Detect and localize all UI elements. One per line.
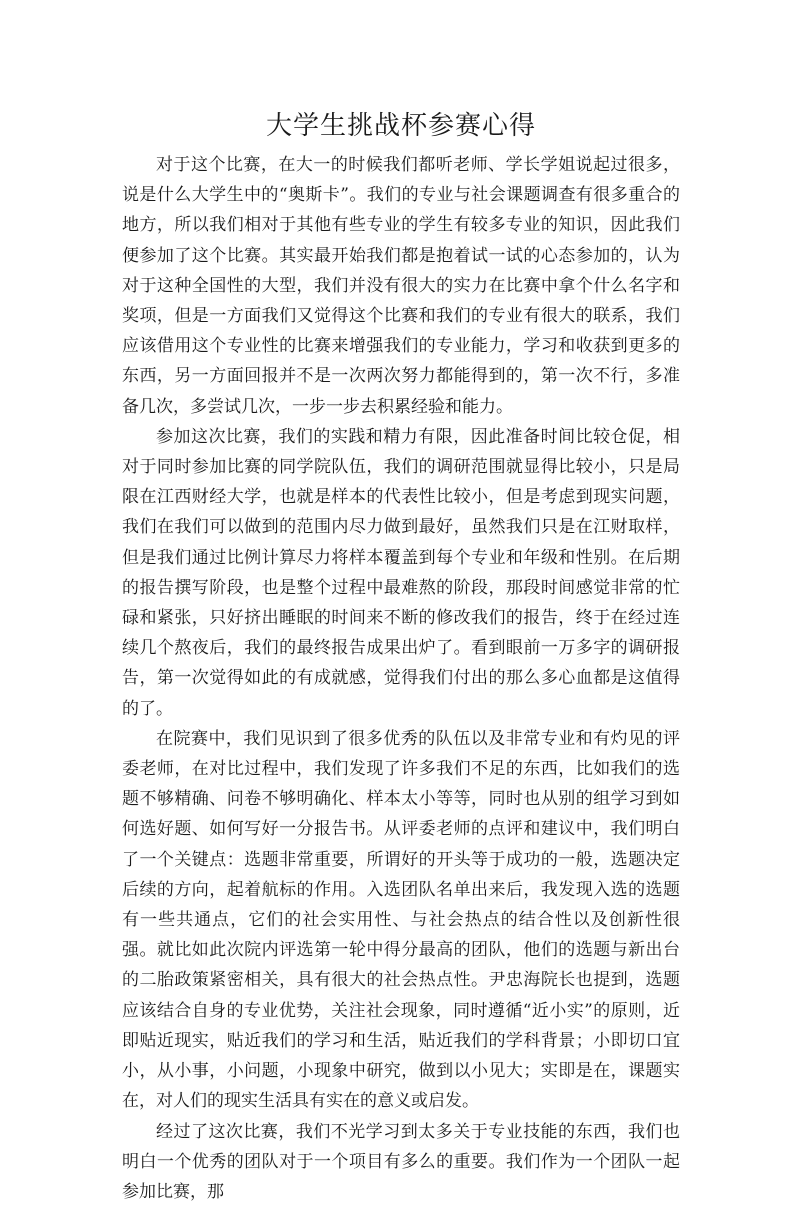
paragraph-4: 经过了这次比赛，我们不光学习到太多关于专业技能的东西，我们也明白一个优秀的团队对于一个项目有多么的重要。我们作为一个团队一起参加比赛，那 (122, 1117, 680, 1207)
document-title: 大学生挑战杯参赛心得 (122, 108, 680, 144)
paragraph-2: 参加这次比赛，我们的实践和精力有限，因此准备时间比较仓促，相对于同时参加比赛的同学院队伍，我们的调研范围就显得比较小，只是局限在江西财经大学，也就是样本的代表性比较小，但是考虑到现实问题，我们在我们可以做到的范围内尽力做到最好，虽然我们只是在江财取样，但是我们通过比例计算尽力将样本覆盖到每个专业和年级和性别。在后期的报告撰写阶段，也是整个过程中最难熬的阶段，那段时间感觉非常的忙碌和紧张，只好挤出睡眠的时间来不断的修改我们的报告，终于在经过连续几个熬夜后，我们的最终报告成果出炉了。看到眼前一万多字的调研报告，第一次觉得如此的有成就感，觉得我们付出的那么多心血都是这值得的了。 (122, 422, 680, 724)
document-page (122, 108, 680, 1207)
paragraph-1: 对于这个比赛，在大一的时候我们都听老师、学长学姐说起过很多，说是什么大学生中的“奥斯卡”。我们的专业与社会课题调查有很多重合的地方，所以我们相对于其他有些专业的学生有较多专业的知识，因此我们便参加了这个比赛。其实最开始我们都是抱着试一试的心态参加的，认为对于这种全国性的大型，我们并没有很大的实力在比赛中拿个什么名字和奖项，但是一方面我们又觉得这个比赛和我们的专业有很大的联系，我们应该借用这个专业性的比赛来增强我们的专业能力，学习和收获到更多的东西，另一方面回报并不是一次两次努力都能得到的，第一次不行，多准备几次，多尝试几次，一步一步去积累经验和能力。 (122, 150, 680, 422)
paragraph-3: 在院赛中，我们见识到了很多优秀的队伍以及非常专业和有灼见的评委老师，在对比过程中，我们发现了许多我们不足的东西，比如我们的选题不够精确、问卷不够明确化、样本太小等等，同时也从别的组学习到如何选好题、如何写好一分报告书。从评委老师的点评和建议中，我们明白了一个关键点：选题非常重要，所谓好的开头等于成功的一般，选题决定后续的方向，起着航标的作用。入选团队名单出来后，我发现入选的选题有一些共通点，它们的社会实用性、与社会热点的结合性以及创新性很强。就比如此次院内评选第一轮中得分最高的团队，他们的选题与新出台的二胎政策紧密相关，具有很大的社会热点性。尹忠海院长也提到，选题应该结合自身的专业优势，关注社会现象，同时遵循“近小实”的原则，近即贴近现实，贴近我们的学习和生活，贴近我们的学科背景；小即切口宜小，从小事，小问题，小现象中研究，做到以小见大；实即是在，课题实在，对人们的现实生活具有实在的意义或启发。 (122, 724, 680, 1117)
